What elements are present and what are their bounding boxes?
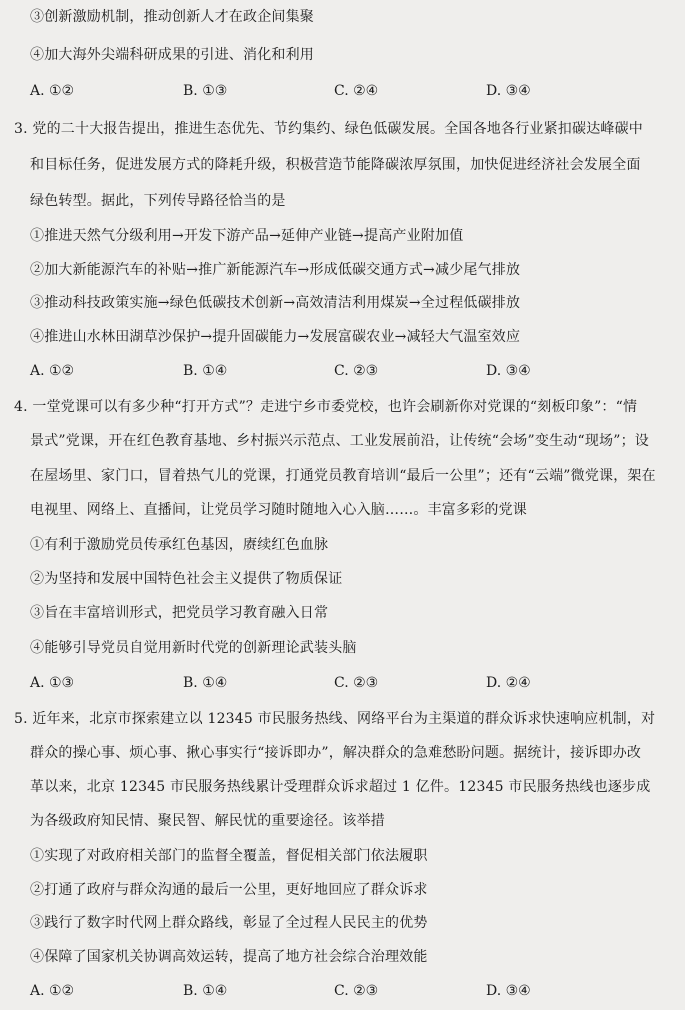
q3-item-4: ④推进山水林田湖草沙保护→提升固碳能力→发展富碳农业→减轻大气温室效应	[30, 329, 521, 345]
q4-option-d[interactable]: D. ②④	[486, 675, 531, 691]
q4-item-3: ③旨在丰富培训形式，把党员学习教育融入日常	[30, 605, 329, 621]
q4-stem-line-3: 在屋场里、家门口，冒着热气儿的党课，打通党员教育培训“最后一公里”；还有“云端”微党课，架在	[30, 468, 656, 484]
q4-item-2: ②为坚持和发展中国特色社会主义提供了物质保证	[30, 571, 343, 587]
q5-item-1: ①实现了对政府相关部门的监督全覆盖，督促相关部门依法履职	[30, 848, 428, 864]
q4-item-1: ①有利于激励党员传承红色基因，赓续红色血脉	[30, 537, 329, 553]
q3-option-c[interactable]: C. ②③	[334, 363, 379, 379]
q3-stem-line-1: 3. 党的二十大报告提出，推进生态优先、节约集约、绿色低碳发展。全国各地各行业紧扣碳达峰碳中	[14, 121, 644, 137]
q3-option-d[interactable]: D. ③④	[486, 363, 531, 379]
q4-option-a[interactable]: A. ①③	[30, 675, 75, 691]
q5-option-a[interactable]: A. ①②	[30, 983, 75, 999]
q5-item-4: ④保障了国家机关协调高效运转，提高了地方社会综合治理效能	[30, 949, 428, 965]
q4-stem-line-4: 电视里、网络上、直播间，让党员学习随时随地入心入脑……。丰富多彩的党课	[30, 502, 527, 518]
q4-stem-line-2: 景式”党课，开在红色教育基地、乡村振兴示范点、工业发展前沿，让传统“会场”变生动“现场”；设	[30, 433, 649, 449]
q3-item-3: ③推动科技政策实施→绿色低碳技术创新→高效清洁利用煤炭→全过程低碳排放	[30, 295, 521, 311]
q2-item-4: ④加大海外尖端科研成果的引进、消化和利用	[30, 47, 314, 63]
q4-option-c[interactable]: C. ②③	[334, 675, 379, 691]
q4-option-b[interactable]: B. ①④	[183, 675, 228, 691]
q5-item-3: ③践行了数字时代网上群众路线，彰显了全过程人民民主的优势	[30, 915, 428, 931]
q3-item-2: ②加大新能源汽车的补贴→推广新能源汽车→形成低碳交通方式→减少尾气排放	[30, 262, 521, 278]
q3-item-1: ①推进天然气分级利用→开发下游产品→延伸产业链→提高产业附加值	[30, 228, 464, 244]
q2-option-c[interactable]: C. ②④	[334, 83, 379, 99]
q3-option-b[interactable]: B. ①④	[183, 363, 228, 379]
q5-stem-line-1: 5. 近年来，北京市探索建立以 12345 市民服务热线、网络平台为主渠道的群众诉求快速响应机制，对	[14, 711, 656, 727]
q4-item-4: ④能够引导党员自觉用新时代党的创新理论武装头脑	[30, 640, 357, 656]
q2-option-d[interactable]: D. ③④	[486, 83, 531, 99]
q5-option-c[interactable]: C. ②③	[334, 983, 379, 999]
q3-option-a[interactable]: A. ①②	[30, 363, 75, 379]
q5-stem-line-4: 为各级政府知民情、聚民智、解民忧的重要途径。该举措	[30, 813, 385, 829]
q5-stem-line-2: 群众的操心事、烦心事、揪心事实行“接诉即办”，解决群众的急难愁盼问题。据统计，接诉即办改	[30, 745, 642, 761]
q2-item-3: ③创新激励机制，推动创新人才在政企间集聚	[30, 9, 314, 25]
q2-option-a[interactable]: A. ①②	[30, 83, 75, 99]
q5-stem-line-3: 革以来，北京 12345 市民服务热线累计受理群众诉求超过 1 亿件。12345 市民服务热线也逐步成	[30, 779, 651, 795]
q5-option-b[interactable]: B. ①④	[183, 983, 228, 999]
q5-option-d[interactable]: D. ③④	[486, 983, 531, 999]
q5-item-2: ②打通了政府与群众沟通的最后一公里，更好地回应了群众诉求	[30, 882, 428, 898]
q4-stem-line-1: 4. 一堂党课可以有多少种“打开方式”？走进宁乡市委党校，也许会刷新你对党课的“刻板印象”：“情	[14, 399, 638, 415]
q2-option-b[interactable]: B. ①③	[183, 83, 228, 99]
q3-stem-line-3: 绿色转型。据此，下列传导路径恰当的是	[30, 193, 286, 209]
q3-stem-line-2: 和目标任务，促进发展方式的降耗升级，积极营造节能降碳浓厚氛围，加快促进经济社会发展全面	[30, 157, 641, 173]
